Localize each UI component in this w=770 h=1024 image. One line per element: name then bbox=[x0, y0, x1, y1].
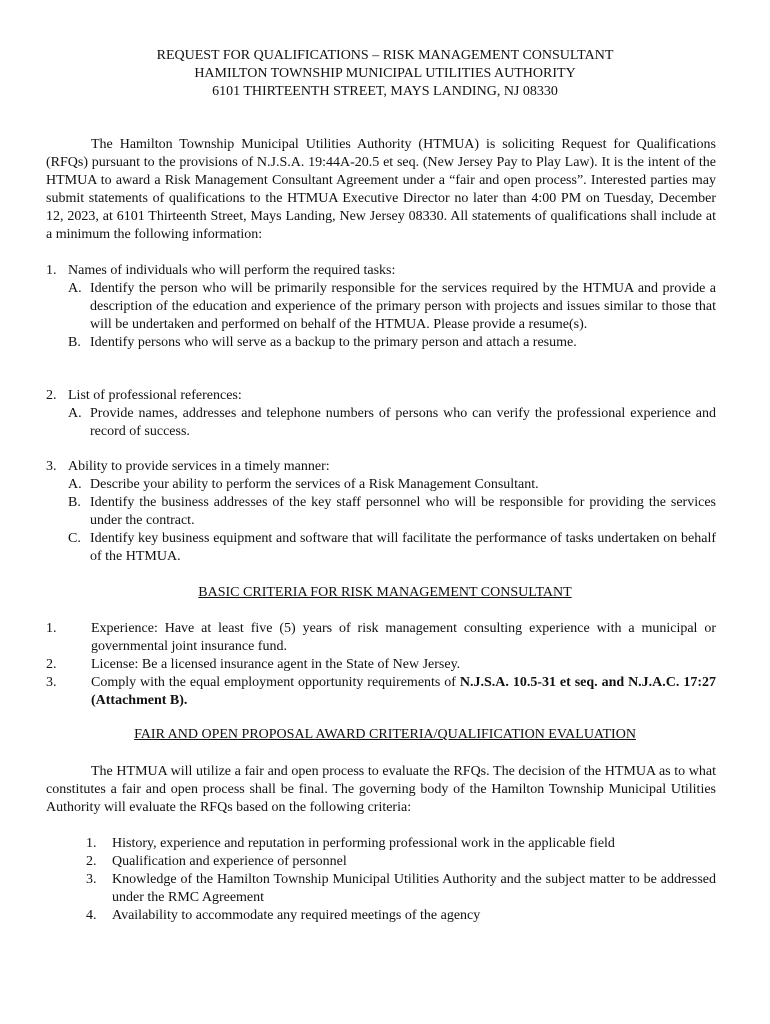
intro-paragraph: The Hamilton Township Municipal Utilities Authority (HTMUA) is soliciting Request for Qualifications (RFQs) pursuant to the provisions of N.J.S.A. 19:44A-20.5 et seq. (New Jersey Pay to Play Law). It is the intent of the HTMUA to award a Risk Management Consultant Agreement under a “fair and open process”. Interested parties may submit statements of qualifications to the HTMUA Executive Director no later than 4:00 PM on Tuesday, December 12, 2023, at 6101 Thirteenth Street, Mays Landing, New Jersey 08330. All statements of qualifications shall include at a minimum the following information: bbox=[46, 137, 716, 242]
item-text: Identify persons who will serve as a backup to the primary person and attach a resume. bbox=[90, 335, 577, 350]
criterion-number: 1. bbox=[46, 621, 57, 636]
evaluation-text: Availability to accommodate any required meetings of the agency bbox=[112, 908, 481, 923]
evaluation-number: 3. bbox=[86, 872, 97, 887]
item-text: Identify the business addresses of the key staff personnel who will be responsible for providing the services under the contract. bbox=[90, 495, 716, 528]
section-number: 1. bbox=[46, 263, 57, 278]
evaluation-criteria-list bbox=[86, 835, 716, 925]
criterion-text: Experience: Have at least five (5) years of risk management consulting experience with a municipal or governmental joint insurance fund. bbox=[91, 621, 716, 654]
item-text: Describe your ability to perform the services of a Risk Management Consultant. bbox=[90, 477, 539, 492]
criterion-text-plain: Comply with the equal employment opportunity requirements of bbox=[91, 675, 460, 690]
item-text: Provide names, addresses and telephone numbers of persons who can verify the professional experience and record of success. bbox=[90, 406, 716, 439]
evaluation-text: History, experience and reputation in performing professional work in the applicable field bbox=[112, 836, 615, 851]
criterion-statute-reference: N.J.S.A. 10.5-31 et seq. and N.J.A.C. 17:27 (Attachment B). bbox=[91, 675, 716, 708]
basic-criteria-list bbox=[46, 620, 716, 710]
item-text: Identify key business equipment and software that will facilitate the performance of tasks undertaken on behalf of the HTMUA. bbox=[90, 531, 716, 564]
criterion-number: 3. bbox=[46, 675, 57, 690]
evaluation-number: 2. bbox=[86, 854, 97, 869]
header-title: REQUEST FOR QUALIFICATIONS – RISK MANAGEMENT CONSULTANT bbox=[156, 48, 614, 63]
item-text: Identify the person who will be primarily responsible for the services required by the HTMUA and provide a description of the education and experience of the primary person with projects and issues similar to those that will be undertaken and performed on behalf of the HTMUA. Please provide a resume(s). bbox=[90, 281, 716, 332]
basic-criteria-heading-text: BASIC CRITERIA FOR RISK MANAGEMENT CONSULTANT bbox=[198, 585, 572, 600]
item-letter: A. bbox=[68, 281, 82, 296]
section-title: Ability to provide services in a timely manner: bbox=[68, 459, 330, 474]
document-header bbox=[0, 47, 770, 101]
criterion-text bbox=[91, 674, 716, 710]
evaluation-number: 1. bbox=[86, 836, 97, 851]
evaluation-text: Knowledge of the Hamilton Township Municipal Utilities Authority and the subject matter to be addressed under the RMC Agreement bbox=[112, 872, 716, 905]
header-address: 6101 THIRTEENTH STREET, MAYS LANDING, NJ 08330 bbox=[212, 84, 558, 99]
item-letter: A. bbox=[68, 477, 82, 492]
evaluation-number: 4. bbox=[86, 908, 97, 923]
item-letter: C. bbox=[68, 531, 81, 546]
section-title: Names of individuals who will perform the required tasks: bbox=[68, 263, 396, 278]
fair-open-paragraph: The HTMUA will utilize a fair and open process to evaluate the RFQs. The decision of the HTMUA as to what constitutes a fair and open process shall be final. The governing body of the Hamilton Township Municipal Utilities Authority will evaluate the RFQs based on the following criteria: bbox=[46, 764, 716, 815]
section-3 bbox=[46, 458, 716, 566]
section-number: 3. bbox=[46, 459, 57, 474]
section-number: 2. bbox=[46, 388, 57, 403]
criterion-number: 2. bbox=[46, 657, 57, 672]
evaluation-text: Qualification and experience of personnel bbox=[112, 854, 347, 869]
item-letter: B. bbox=[68, 495, 81, 510]
section-title: List of professional references: bbox=[68, 388, 242, 403]
fair-open-heading-text: FAIR AND OPEN PROPOSAL AWARD CRITERIA/QUALIFICATION EVALUATION bbox=[134, 727, 636, 742]
criterion-text: License: Be a licensed insurance agent in the State of New Jersey. bbox=[91, 657, 461, 672]
header-organization: HAMILTON TOWNSHIP MUNICIPAL UTILITIES AUTHORITY bbox=[194, 66, 576, 81]
section-2 bbox=[46, 387, 716, 441]
item-letter: A. bbox=[68, 406, 82, 421]
item-letter: B. bbox=[68, 335, 81, 350]
fair-open-heading bbox=[0, 726, 770, 744]
basic-criteria-heading bbox=[0, 584, 770, 602]
section-1 bbox=[46, 262, 716, 352]
